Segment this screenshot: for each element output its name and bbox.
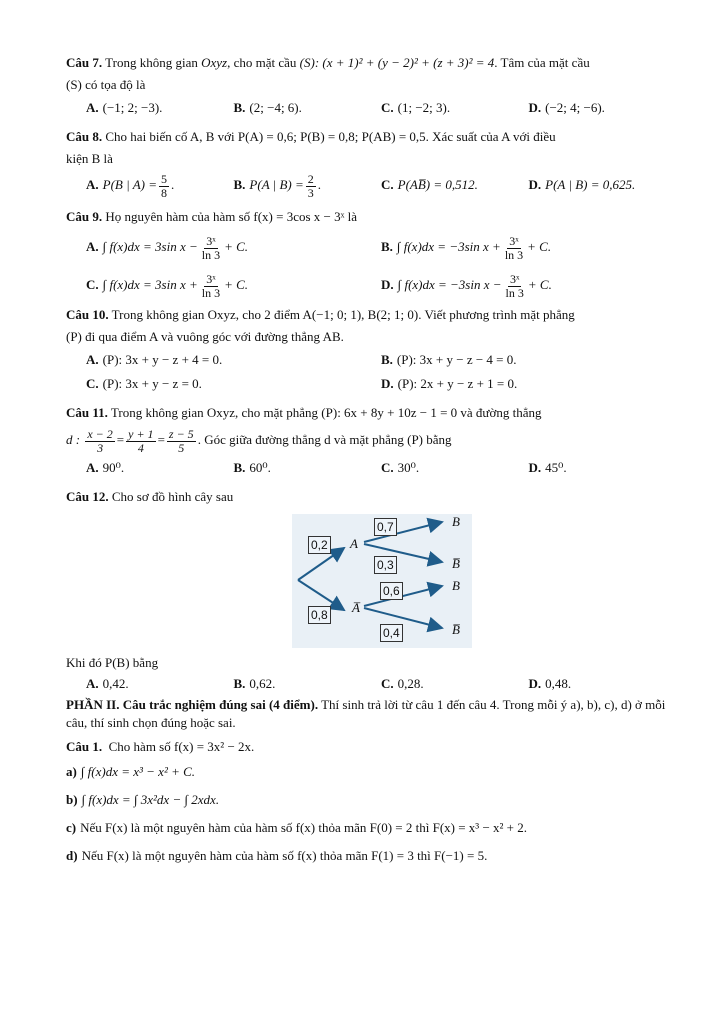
option-value: 30⁰.: [397, 460, 420, 475]
option-d[interactable]: [529, 456, 677, 480]
option-letter: A.: [86, 100, 99, 115]
option-c[interactable]: [86, 372, 381, 396]
option-d[interactable]: [529, 170, 677, 200]
numerator: x − 2: [87, 426, 113, 441]
option-a[interactable]: [86, 348, 381, 372]
prob-a-box: 0,2: [308, 536, 331, 554]
option-b[interactable]: [381, 348, 676, 372]
question-11-line2: d : $\frac{x - 2}{3}$ = $\frac{y + 1}{4}$ = $\frac{z - 5}{5}$ . Góc giữa đường thẳng d và mặt phẳng (P) bằng: [66, 426, 452, 455]
question-11: [66, 402, 676, 424]
prob-bbar-given-a-box: 0,3: [374, 556, 397, 574]
option-expr: ∫ f(x)dx = 3sin x −: [102, 239, 198, 254]
line-name: d :: [66, 432, 81, 447]
option-letter: C.: [381, 177, 394, 192]
branch-abar-to-b: [364, 586, 442, 606]
option-end: + C.: [527, 277, 552, 292]
option-b[interactable]: [234, 96, 382, 120]
option-value: 60⁰.: [249, 460, 271, 475]
fraction: [503, 235, 525, 262]
option-value: (1; −2; 3).: [397, 100, 451, 115]
denominator: ln 3: [505, 285, 524, 300]
option-c[interactable]: [381, 170, 529, 200]
prob-b-given-a-box: 0,7: [374, 518, 397, 536]
option-value: (P): 3x + y − z − 4 = 0.: [396, 352, 517, 367]
option-value: (P): 3x + y − z = 0.: [102, 376, 202, 391]
question-label: Câu 9.: [66, 209, 103, 224]
part-2-intro: [66, 696, 676, 732]
numerator: 2: [307, 171, 314, 186]
exam-page: [66, 52, 676, 870]
numerator: 3ˣ: [509, 233, 519, 248]
options-row: [66, 170, 676, 200]
option-value: 90⁰.: [102, 460, 125, 475]
denominator: 3: [97, 440, 104, 455]
option-letter: D.: [528, 676, 542, 691]
option-value: (P): 2x + y − z + 1 = 0.: [397, 376, 518, 391]
question-12: [66, 486, 676, 508]
options-row: [66, 266, 676, 304]
question-text: Cho hai biến cố A, B với P(A) = 0,6; P(B) = 0,8; P(AB) = 0,5. Xác suất của A với điều: [105, 129, 556, 144]
options-row: [66, 96, 676, 120]
numerator: 3ˣ: [206, 271, 216, 286]
numerator: 5: [160, 171, 167, 186]
option-b[interactable]: [234, 170, 382, 200]
option-a[interactable]: [86, 170, 234, 200]
question-9: [66, 206, 676, 228]
option-c[interactable]: [86, 266, 381, 304]
question-7-line2: (S) có tọa độ là: [66, 77, 146, 92]
part-2-question-1: [66, 736, 676, 758]
denominator: 3: [307, 185, 314, 200]
node-a: A: [350, 536, 358, 551]
option-letter: B.: [381, 352, 393, 367]
option-value: (−2; 4; −6).: [545, 100, 605, 115]
option-letter: A.: [86, 460, 99, 475]
option-value: (−1; 2; −3).: [102, 100, 163, 115]
option-d[interactable]: [529, 674, 677, 694]
statement-a[interactable]: [66, 758, 676, 786]
question-8-line2: kiện B là: [66, 151, 113, 166]
fraction: [159, 173, 169, 200]
options-row: [66, 456, 676, 480]
option-value: 0,28.: [397, 676, 424, 691]
option-value: 45⁰.: [545, 460, 567, 475]
statement-letter: c): [66, 820, 77, 835]
question-label: Câu 8.: [66, 129, 103, 144]
statement-value: Nếu F(x) là một nguyên hàm của hàm số f(x) thỏa mãn F(0) = 2 thì F(x) = x³ − x² + 2.: [80, 820, 528, 835]
option-end: + C.: [527, 239, 552, 254]
question-7: [66, 52, 676, 74]
option-letter: B.: [381, 239, 393, 254]
options-row: [66, 674, 676, 694]
option-c[interactable]: [381, 96, 529, 120]
denominator: 5: [178, 440, 185, 455]
numerator: 3ˣ: [509, 271, 520, 286]
option-expr: P(A | B) =: [249, 177, 304, 192]
option-a[interactable]: [86, 456, 234, 480]
question-12-line2: Khi đó P(B) bằng: [66, 655, 159, 670]
statement-value: ∫ f(x)dx = x³ − x² + C.: [80, 764, 196, 779]
node-bbar-top: B̅: [452, 556, 460, 571]
option-d[interactable]: [381, 266, 676, 304]
option-letter: D.: [528, 177, 542, 192]
question-label: Câu 10.: [66, 307, 109, 322]
option-letter: C.: [381, 460, 394, 475]
prob-b-given-abar-box: 0,6: [380, 582, 403, 600]
question-text: Cho hàm số f(x) = 3x² − 2x.: [108, 739, 255, 754]
option-expr: ∫ f(x)dx = 3sin x +: [102, 277, 198, 292]
question-text: Cho sơ đồ hình cây sau: [111, 489, 234, 504]
option-b[interactable]: [234, 456, 382, 480]
fraction: [306, 173, 316, 200]
option-letter: A.: [86, 676, 99, 691]
option-d[interactable]: [529, 96, 677, 120]
option-end: .: [317, 177, 322, 192]
sphere-equation: (S): (x + 1)² + (y − 2)² + (z + 3)² = 4: [299, 55, 495, 70]
numerator: z − 5: [168, 426, 194, 441]
node-b-bottom: B: [452, 578, 460, 593]
question-label: Câu 11.: [66, 405, 108, 420]
option-a[interactable]: [86, 96, 234, 120]
denominator: ln 3: [201, 247, 221, 262]
question-text: Trong không gian Oxyz, cho 2 điểm A(−1; 0; 1), B(2; 1; 0). Viết phương trình mặt phẳng: [111, 307, 575, 322]
question-text: . Góc giữa đường thẳng d và mặt phẳng (P) bằng: [197, 432, 452, 447]
option-value: P(AB̅) = 0,512.: [397, 177, 478, 192]
statement-value: ∫ f(x)dx = ∫ 3x²dx − ∫ 2xdx.: [81, 792, 220, 807]
question-text: , cho mặt cầu: [227, 55, 297, 70]
prob-bbar-given-abar-box: 0,4: [380, 624, 403, 642]
statement-d[interactable]: [66, 842, 676, 870]
options-row: [66, 372, 676, 396]
fraction: [167, 428, 196, 455]
option-letter: C.: [86, 277, 99, 292]
option-letter: B.: [233, 100, 246, 115]
probability-tree: [292, 514, 472, 648]
fraction: [504, 273, 526, 300]
option-c[interactable]: [381, 674, 529, 694]
option-value: 0,42.: [102, 676, 129, 691]
branch-abar-to-bbar: [364, 608, 442, 628]
numerator: y + 1: [128, 426, 154, 441]
fraction: [85, 428, 114, 455]
statement-letter: a): [66, 764, 77, 779]
part-heading: PHẦN II. Câu trắc nghiệm đúng sai (4 điểm).: [66, 697, 319, 712]
option-value: 0,62.: [249, 676, 276, 691]
question-text: Trong không gian Oxyz, cho mặt phẳng (P): 6x + 8y + 10z − 1 = 0 và đường thẳng: [110, 405, 542, 420]
options-row: [66, 348, 676, 372]
option-end: .: [170, 177, 175, 192]
node-abar: A̅: [352, 600, 360, 615]
option-a[interactable]: [86, 228, 381, 266]
option-letter: B.: [233, 460, 246, 475]
option-expr: ∫ f(x)dx = −3sin x −: [397, 277, 502, 292]
part-text: Thí sinh trả lời từ câu 1 đến câu 4. Trong mỗi ý a), b), c), d) ở mỗi câu, thí sinh chọn đúng hoặc sai.: [66, 697, 666, 730]
option-letter: D.: [381, 277, 394, 292]
option-end: + C.: [224, 239, 249, 254]
statement-letter: d): [66, 848, 78, 863]
option-letter: B.: [233, 177, 246, 192]
denominator: 8: [160, 185, 167, 200]
option-expr: ∫ f(x)dx = −3sin x +: [396, 239, 501, 254]
question-text: Trong không gian: [105, 55, 198, 70]
option-value: P(A | B) = 0,625.: [545, 177, 636, 192]
node-bbar-bottom: B̅: [452, 622, 460, 637]
option-b[interactable]: [234, 674, 382, 694]
option-value: (P): 3x + y − z + 4 = 0.: [102, 352, 223, 367]
option-value: (2; −4; 6).: [249, 100, 302, 115]
question-label: Câu 7.: [66, 55, 103, 70]
denominator: ln 3: [201, 285, 221, 300]
option-letter: D.: [528, 100, 542, 115]
statement-c[interactable]: [66, 814, 676, 842]
prob-abar-box: 0,8: [308, 606, 331, 624]
option-letter: C.: [86, 376, 99, 391]
question-text: Họ nguyên hàm của hàm số f(x) = 3cos x − 3ˣ là: [105, 209, 358, 224]
question-label: Câu 1.: [66, 739, 103, 754]
option-letter: B.: [233, 676, 246, 691]
options-row: [66, 228, 676, 266]
option-expr: P(B | A) =: [102, 177, 157, 192]
denominator: ln 3: [504, 247, 524, 262]
option-c[interactable]: [381, 456, 529, 480]
denominator: 4: [137, 440, 144, 455]
statement-letter: b): [66, 792, 78, 807]
fraction: [200, 273, 222, 300]
node-b-top: B: [452, 514, 460, 529]
question-8: [66, 126, 676, 148]
option-end: + C.: [224, 277, 249, 292]
question-label: Câu 12.: [66, 489, 109, 504]
option-letter: A.: [86, 177, 99, 192]
fraction: [126, 428, 155, 455]
option-d[interactable]: [381, 372, 676, 396]
question-text: . Tâm của mặt cầu: [494, 55, 590, 70]
space-name: Oxyz: [201, 55, 228, 70]
option-b[interactable]: [381, 228, 676, 266]
option-letter: C.: [381, 676, 394, 691]
statement-value: Nếu F(x) là một nguyên hàm của hàm số f(x) thỏa mãn F(1) = 3 thì F(−1) = 5.: [81, 848, 488, 863]
numerator: 3ˣ: [206, 233, 216, 248]
fraction: [200, 235, 222, 262]
option-a[interactable]: [86, 674, 234, 694]
option-letter: A.: [86, 239, 99, 254]
question-10: [66, 304, 676, 326]
option-letter: D.: [528, 460, 542, 475]
statement-b[interactable]: [66, 786, 676, 814]
question-10-line2: (P) đi qua điểm A và vuông góc với đường thẳng AB.: [66, 329, 344, 344]
option-letter: C.: [381, 100, 394, 115]
option-letter: D.: [381, 376, 394, 391]
option-letter: A.: [86, 352, 99, 367]
option-value: 0,48.: [545, 676, 572, 691]
